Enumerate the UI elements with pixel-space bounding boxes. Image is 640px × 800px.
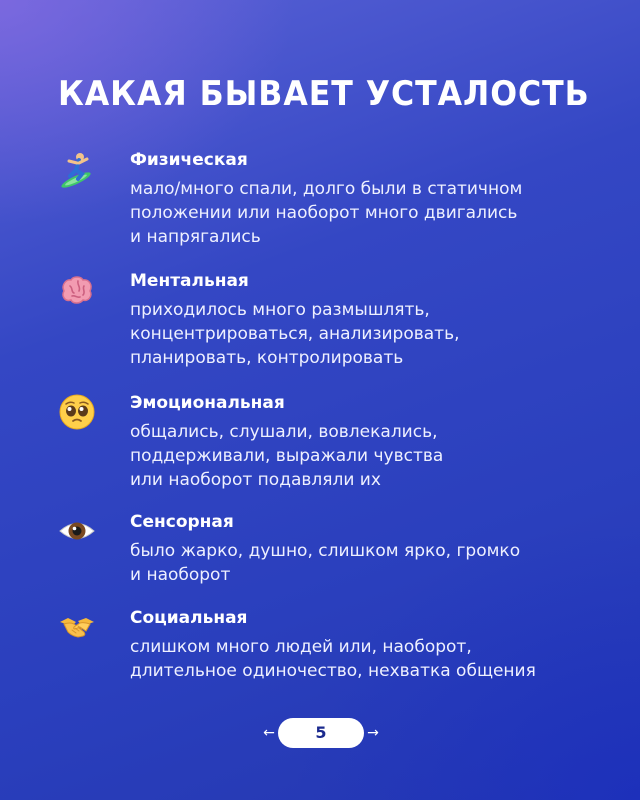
item-description: слишком много людей или, наоборот, длительное одиночество, нехватка общения [130, 637, 536, 681]
item-description: мало/много спали, долго были в статичном положении или наоборот много двигались и напрягались [130, 179, 523, 247]
page-title: КАКАЯ БЫВАЕТ УСТАЛОСТЬ [58, 74, 590, 114]
item-heading: Физическая [130, 150, 248, 170]
handshake-icon [58, 608, 96, 646]
eye-icon [58, 512, 96, 550]
item-heading: Сенсорная [130, 512, 234, 532]
item-description: было жарко, душно, слишком ярко, громко и наоборот [130, 541, 521, 585]
pagination [262, 718, 380, 748]
item-description: общались, слушали, вовлекались, поддерживали, выражали чувства или наоборот подавляли их [130, 422, 444, 490]
item-heading: Ментальная [130, 271, 249, 291]
item-description: приходилось много размышлять, концентрироваться, анализировать, планировать, контролировать [130, 300, 460, 368]
page-number: 5 [278, 718, 364, 748]
prev-arrow-icon[interactable]: ← [263, 725, 275, 741]
next-arrow-icon[interactable]: → [367, 725, 379, 741]
item-heading: Эмоциональная [130, 393, 285, 413]
surfer-icon [58, 150, 96, 188]
brain-icon [58, 271, 96, 309]
item-heading: Социальная [130, 608, 248, 628]
pleading-face-icon [58, 393, 96, 431]
